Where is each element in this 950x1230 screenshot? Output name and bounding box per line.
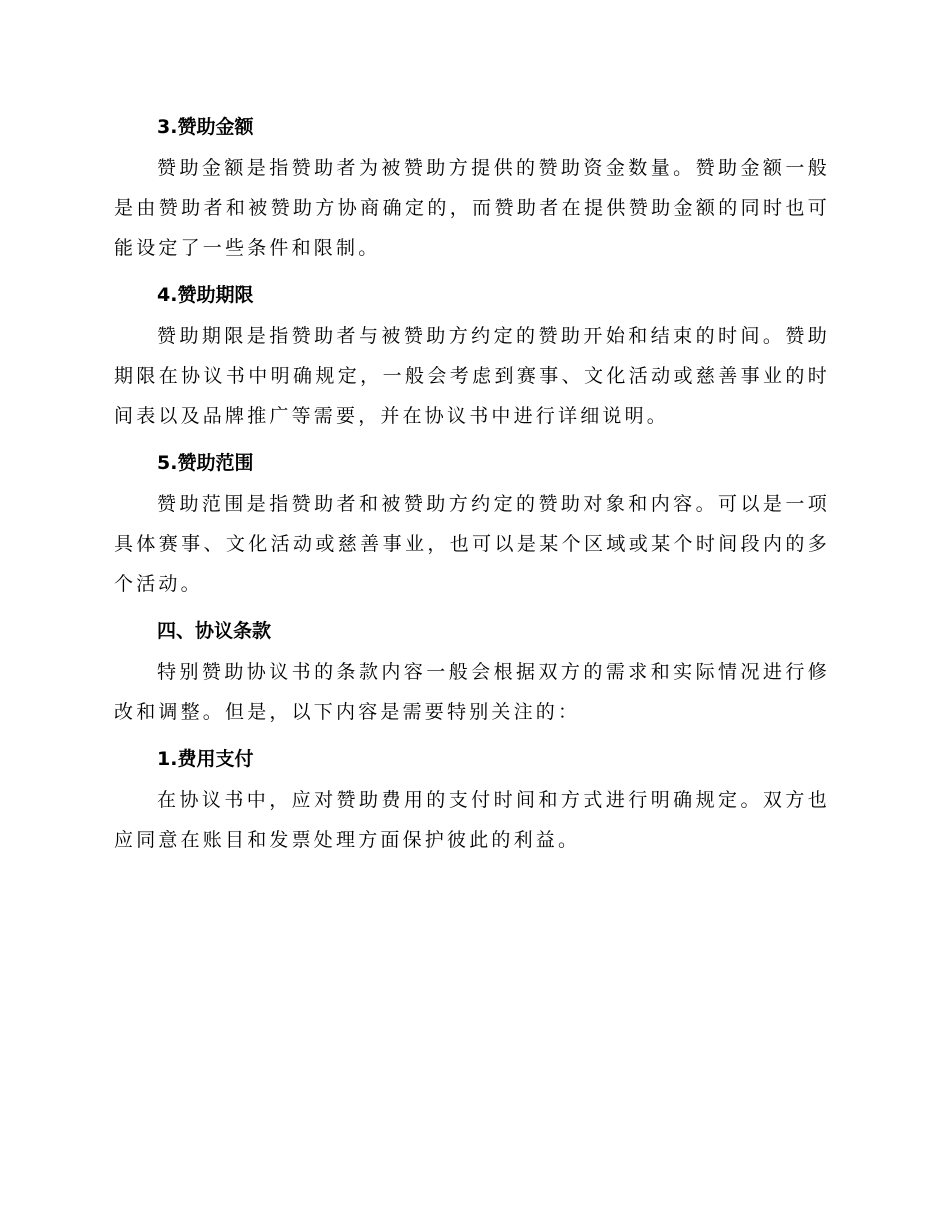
section-heading-fee-payment: 1.费用支付 <box>157 748 254 770</box>
paragraph-sponsorship-scope: 赞助范围是指赞助者和被赞助方约定的赞助对象和内容。可以是一项具体赛事、文化活动或慈善事业，也可以是某个区域或某个时间段内的多个活动。 <box>114 493 830 595</box>
document-body <box>114 108 830 868</box>
paragraph-sponsorship-amount: 赞助金额是指赞助者为被赞助方提供的赞助资金数量。赞助金额一般是由赞助者和被赞助方协商确定的，而赞助者在提供赞助金额的同时也可能设定了一些条件和限制。 <box>114 157 830 259</box>
section-heading-sponsorship-scope: 5.赞助范围 <box>157 452 254 474</box>
section-heading-sponsorship-amount: 3.赞助金额 <box>157 116 254 138</box>
section-heading-sponsorship-term: 4.赞助期限 <box>157 284 254 306</box>
paragraph-fee-payment: 在协议书中，应对赞助费用的支付时间和方式进行明确规定。双方也应同意在账目和发票处理方面保护彼此的利益。 <box>114 789 830 851</box>
paragraph-sponsorship-term: 赞助期限是指赞助者与被赞助方约定的赞助开始和结束的时间。赞助期限在协议书中明确规定，一般会考虑到赛事、文化活动或慈善事业的时间表以及品牌推广等需要，并在协议书中进行详细说明。 <box>114 325 830 427</box>
paragraph-agreement-terms: 特别赞助协议书的条款内容一般会根据双方的需求和实际情况进行修改和调整。但是，以下内容是需要特别关注的： <box>114 661 830 723</box>
section-heading-agreement-terms: 四、协议条款 <box>157 620 272 642</box>
